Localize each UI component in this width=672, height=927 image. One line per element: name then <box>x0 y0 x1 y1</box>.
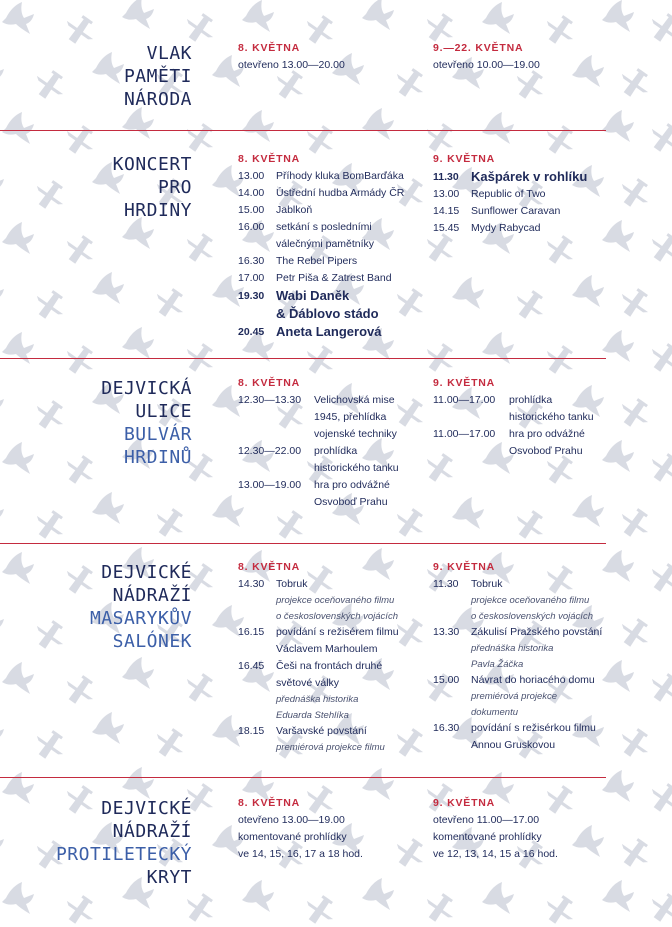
opening-hours: otevřeno 10.00—19.00 <box>433 59 540 71</box>
list-item: 12.30—22.00 prohlídka <box>238 445 358 457</box>
info-line: ve 14, 15, 16, 17 a 18 hod. <box>238 848 363 860</box>
date-label: 8. KVĚTNA <box>238 42 301 54</box>
section-divider <box>0 130 606 131</box>
list-item: 16.15 povídání s režisérem filmu <box>238 626 399 638</box>
ulice-day-9 <box>433 375 594 460</box>
list-item-continued: & Ďáblovo stádo <box>276 306 379 321</box>
list-item: 15.45 Mydy Rabycad <box>433 222 541 234</box>
list-item: 13.30 Zákulisí Pražského povstání <box>433 626 603 638</box>
date-label: 8. KVĚTNA <box>238 153 301 165</box>
event-note: premiérová projekce <box>471 691 558 702</box>
date-label: 9. KVĚTNA <box>433 153 496 165</box>
list-item: 15.00 Návrat do horiacého domu <box>433 674 595 686</box>
event-note: projekce oceňovaného filmu <box>471 595 590 606</box>
list-item: 12.30—13.30 Velichovská mise <box>238 394 395 406</box>
list-item: 11.30 Kašpárek v rohlíku <box>433 169 588 184</box>
list-item: 13.00 Příhody kluka BomBarďáka <box>238 170 404 182</box>
vlak-day-8 <box>238 40 345 74</box>
list-item-continued: Osvoboď Prahu <box>314 496 388 508</box>
list-item: 11.00—17.00 hra pro odvážné <box>433 428 585 440</box>
event-note: o československých vojácích <box>276 610 398 622</box>
info-line: komentované prohlídky <box>238 831 347 843</box>
list-item: 16.00 setkání s posledními <box>238 221 372 233</box>
list-item: 15.00 Jablkoň <box>238 204 313 216</box>
list-item: 17.00 Petr Piša & Zatrest Band <box>238 272 392 284</box>
opening-hours: otevřeno 13.00—20.00 <box>238 59 345 71</box>
section-title-masarykuv-salonek: DEJVICKÉ NÁDRAŽÍ MASARYKŮV SALÓNEK <box>89 562 192 652</box>
date-label: 8. KVĚTNA <box>238 797 301 809</box>
event-note: Eduarda Stehlíka <box>276 709 349 721</box>
list-item-continued: historického tanku <box>314 462 399 474</box>
section-divider <box>0 543 606 544</box>
section-title-koncert: KONCERT PRO HRDINY <box>112 154 192 221</box>
kryt-day-8 <box>238 795 363 863</box>
section-divider <box>0 777 606 778</box>
list-item-continued: válečnými pamětníky <box>276 238 375 250</box>
section-title-vlak: VLAK PAMĚTI NÁRODA <box>123 43 192 110</box>
salonek-day-8 <box>238 559 399 756</box>
event-note: projekce oceňovaného filmu <box>276 595 395 606</box>
list-item: 18.15 Varšavské povstání <box>238 725 367 737</box>
date-label: 8. KVĚTNA <box>238 377 301 389</box>
date-label: 8. KVĚTNA <box>238 561 301 573</box>
list-item-continued: 1945, přehlídka <box>314 411 387 423</box>
list-item-continued: Osvoboď Prahu <box>509 445 583 457</box>
list-item: 16.30 povídání s režisérkou filmu <box>433 722 596 734</box>
event-note: Pavla Žáčka <box>471 658 524 670</box>
info-line: otevřeno 11.00—17.00 <box>433 814 540 826</box>
event-note: o československých vojácích <box>471 610 593 622</box>
info-line: otevřeno 13.00—19.00 <box>238 814 345 826</box>
list-item-continued: Václavem Marhoulem <box>276 643 378 655</box>
date-label: 9. KVĚTNA <box>433 561 496 573</box>
section-title-protiletecky-kryt: DEJVICKÉ NÁDRAŽÍ PROTILETECKÝ KRYT <box>55 798 192 888</box>
list-item: 11.30 Tobruk <box>433 578 503 590</box>
info-line: komentované prohlídky <box>433 831 542 843</box>
list-item-continued: světové války <box>276 677 340 689</box>
list-item-continued: Annou Gruskovou <box>471 739 556 751</box>
section-divider <box>0 358 606 359</box>
info-line: ve 12, 13, 14, 15 a 16 hod. <box>433 848 558 860</box>
list-item: 13.00—19.00 hra pro odvážné <box>238 479 390 491</box>
event-note: přednáška historika <box>276 694 359 705</box>
koncert-day-8 <box>238 151 404 341</box>
koncert-day-9 <box>433 151 587 237</box>
list-item: 13.00 Republic of Two <box>433 188 546 200</box>
list-item: 11.00—17.00 prohlídka <box>433 394 553 406</box>
list-item: 14.15 Sunflower Caravan <box>433 205 561 217</box>
section-title-dejvicka-ulice: DEJVICKÁ ULICE BULVÁR HRDINŮ <box>101 378 192 468</box>
event-note: přednáška historika <box>471 643 554 654</box>
list-item: 20.45 Aneta Langerová <box>238 324 382 339</box>
list-item: 14.00 Ústřední hudba Armády ČR <box>238 187 405 199</box>
date-label: 9. KVĚTNA <box>433 797 496 809</box>
event-note: dokumentu <box>471 706 519 718</box>
ulice-day-8 <box>238 375 399 511</box>
salonek-day-9 <box>433 559 602 754</box>
vlak-day-9 <box>433 40 540 74</box>
list-item: 16.45 Češi na frontách druhé <box>238 660 383 672</box>
list-item-continued: vojenské techniky <box>314 428 397 440</box>
date-label: 9.—22. KVĚTNA <box>433 42 524 54</box>
event-note: premiérová projekce filmu <box>276 742 385 753</box>
kryt-day-9 <box>433 795 558 863</box>
list-item: 19.30 Wabi Daněk <box>238 288 350 303</box>
list-item-continued: historického tanku <box>509 411 594 423</box>
list-item: 14.30 Tobruk <box>238 578 308 590</box>
list-item: 16.30 The Rebel Pipers <box>238 255 358 267</box>
date-label: 9. KVĚTNA <box>433 377 496 389</box>
